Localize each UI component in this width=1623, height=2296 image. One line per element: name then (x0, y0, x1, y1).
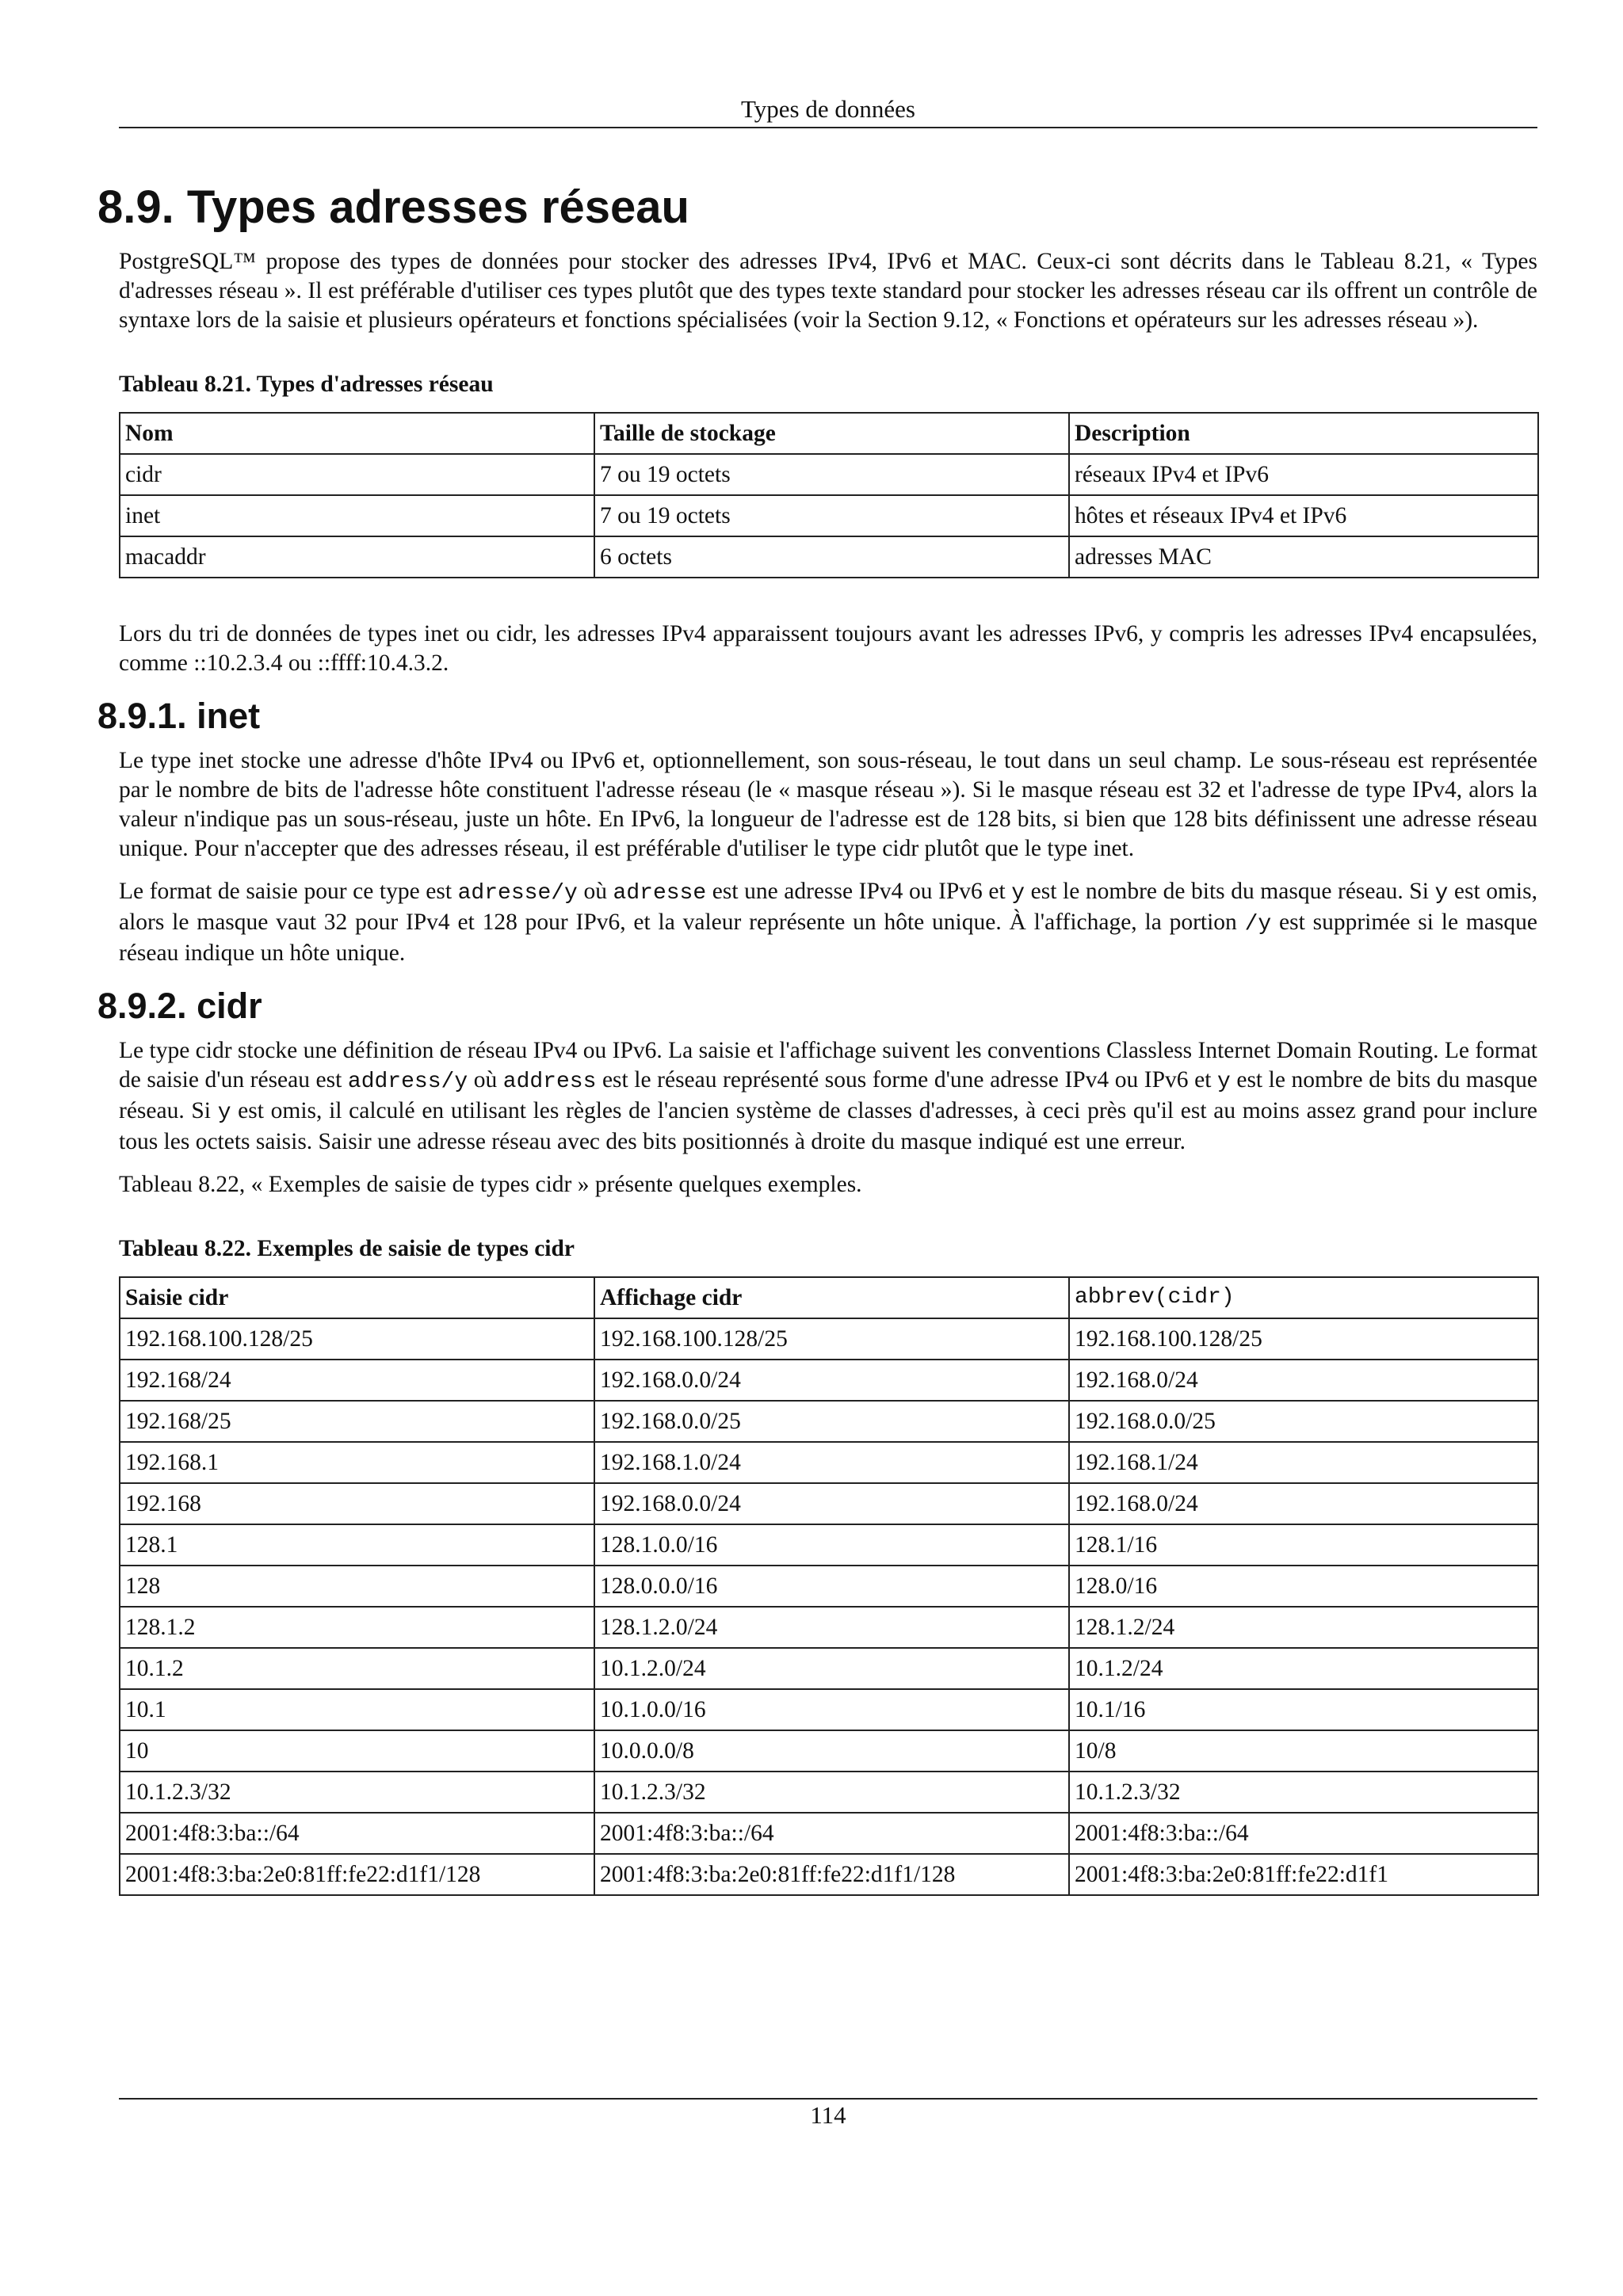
table-cell: 192.168.100.128/25 (1069, 1318, 1538, 1360)
table-cell: 128.1.2.0/24 (594, 1607, 1069, 1648)
code-run: adresse/y (457, 881, 578, 906)
table-cell: 2001:4f8:3:ba::/64 (594, 1813, 1069, 1854)
code-run: address/y (347, 1070, 468, 1094)
column-header: Taille de stockage (594, 413, 1069, 454)
table-row (120, 1648, 1538, 1689)
table-header-row (120, 413, 1538, 454)
cidr-paragraph-2: Tableau 8.22, « Exemples de saisie de types cidr » présente quelques exemples. (119, 1172, 862, 1197)
table-cell: 192.168/25 (120, 1401, 594, 1442)
table-cell: 10/8 (1069, 1730, 1538, 1772)
table-header-row (120, 1277, 1538, 1318)
table-row (120, 454, 1538, 495)
table-cell: 10 (120, 1730, 594, 1772)
table-row (120, 536, 1538, 578)
text-run: est une adresse IPv4 ou IPv6 et (706, 879, 1012, 904)
text-run: est le réseau représenté sous forme d'une adresse IPv4 ou IPv6 et (596, 1067, 1217, 1093)
code-run: adresse (613, 881, 707, 906)
intro-paragraph: PostgreSQL™ propose des types de données pour stocker des adresses IPv4, IPv6 et MAC. Ceux-ci sont décrits dans le Tableau 8.21, « Types d'adresses réseau ». Il est préférable d'utiliser ces types plutôt que des types texte standard pour stocker les adresses réseau car ils offrent un contrôle de syntaxe lors de la saisie et plusieurs opérateurs et fonctions spécialisées (voir la Section 9.12, « Fonctions et opérateurs sur les adresses réseau »). (119, 249, 1537, 333)
text-run: est omis, il calculé en utilisant les règles de l'ancien système de classes d'adresses, à ceci près qu'il est au moins assez grand pour inclure tous les octets saisis. Saisir une adresse réseau avec des bits positionnés à droite du masque indiqué est une erreur. (119, 1098, 1537, 1154)
text-run: est omis, alors le masque vaut 32 pour IPv4 et 128 pour IPv6, et la valeur représente un hôte unique. À l'affichage, la portion (119, 879, 1537, 935)
table-cell: 192.168.100.128/25 (594, 1318, 1069, 1360)
table-cell: 128 (120, 1566, 594, 1607)
column-header: Affichage cidr (594, 1277, 1069, 1318)
table1-caption: Tableau 8.21. Types d'adresses réseau (119, 372, 494, 397)
text-run: où (468, 1067, 503, 1093)
table-cell: 128.1.2 (120, 1607, 594, 1648)
table-cell: 10.1.0.0/16 (594, 1689, 1069, 1730)
table-cell: 192.168.0.0/25 (1069, 1401, 1538, 1442)
table-row (120, 1360, 1538, 1401)
text-run: est le nombre de bits du masque réseau. Si (119, 1067, 1537, 1123)
table-cell: 128.1.0.0/16 (594, 1524, 1069, 1566)
table-cell: 192.168.0.0/24 (594, 1483, 1069, 1524)
table-row (120, 1607, 1538, 1648)
table-cell: 192.168.100.128/25 (120, 1318, 594, 1360)
table-cell: 192.168.1/24 (1069, 1442, 1538, 1483)
table-cell: 10.1 (120, 1689, 594, 1730)
inet-paragraph-2 (119, 877, 1537, 968)
table-cell: 10.1/16 (1069, 1689, 1538, 1730)
table-cell: macaddr (120, 536, 594, 578)
text-run: Le format de saisie pour ce type est (119, 879, 458, 904)
table2-caption: Tableau 8.22. Exemples de saisie de types cidr (119, 1236, 575, 1261)
table-cell: adresses MAC (1069, 536, 1538, 578)
code-run: /y (1244, 912, 1272, 936)
table-cell: 128.1 (120, 1524, 594, 1566)
table-cell: 192.168 (120, 1483, 594, 1524)
table-cell: 10.1.2.0/24 (594, 1648, 1069, 1689)
table-cell: inet (120, 495, 594, 536)
table-row (120, 1772, 1538, 1813)
cidr-paragraph-1 (119, 1036, 1537, 1157)
network-types-table (119, 412, 1539, 578)
header-rule (119, 127, 1537, 128)
inet-paragraph-1: Le type inet stocke une adresse d'hôte IPv4 ou IPv6 et, optionnellement, son sous-réseau, le tout dans un seul champ. Le sous-réseau est représentée par le nombre de bits de l'adresse hôte constituent l'adresse réseau (le « masque réseau »). Si le masque réseau est 32 et l'adresse de type IPv4, alors la valeur n'indique pas un sous-réseau, juste un hôte. En IPv6, la longueur de l'adresse est de 128 bits, si bien que 128 bits définissent une adresse réseau unique. Pour n'accepter que des adresses réseau, il est préférable d'utiliser le type cidr plutôt que le type inet. (119, 748, 1537, 861)
table-cell: 7 ou 19 octets (594, 454, 1069, 495)
table-cell: 192.168.0.0/25 (594, 1401, 1069, 1442)
table-cell: 128.1.2/24 (1069, 1607, 1538, 1648)
section-title: 8.9. Types adresses réseau (97, 181, 689, 233)
page-content (97, 179, 1537, 1937)
text-run: où (577, 879, 613, 904)
code-run: y (1011, 881, 1025, 906)
table-cell: 2001:4f8:3:ba:2e0:81ff:fe22:d1f1/128 (120, 1854, 594, 1895)
column-header: Nom (120, 413, 594, 454)
table-cell: 128.1/16 (1069, 1524, 1538, 1566)
code-run: y (217, 1100, 231, 1125)
table-cell: 192.168.1.0/24 (594, 1442, 1069, 1483)
text-run: Le type cidr stocke une définition de réseau IPv4 ou IPv6. La saisie et l'affichage suivent les conventions Classless Internet Domain Routing. Le format de saisie d'un réseau est (119, 1038, 1537, 1093)
table-row (120, 1854, 1538, 1895)
table-cell: réseaux IPv4 et IPv6 (1069, 454, 1538, 495)
table-cell: 10.1.2.3/32 (120, 1772, 594, 1813)
text-run: est supprimée si le masque réseau indique un hôte unique. (119, 910, 1537, 966)
cidr-examples-body (120, 1318, 1538, 1895)
table-row (120, 1318, 1538, 1360)
running-header: Types de données (741, 95, 915, 123)
column-header: Saisie cidr (120, 1277, 594, 1318)
table-row (120, 1566, 1538, 1607)
table-cell: 6 octets (594, 536, 1069, 578)
table-cell: 10.1.2.3/32 (1069, 1772, 1538, 1813)
text-run: est le nombre de bits du masque réseau. Si (1025, 879, 1435, 904)
table-cell: 2001:4f8:3:ba:2e0:81ff:fe22:d1f1/128 (594, 1854, 1069, 1895)
table-cell: 10.0.0.0/8 (594, 1730, 1069, 1772)
column-header: abbrev(cidr) (1069, 1277, 1538, 1318)
column-header: Description (1069, 413, 1538, 454)
table-cell: 192.168.0.0/24 (594, 1360, 1069, 1401)
cidr-examples-table (119, 1276, 1539, 1896)
table-cell: 10.1.2 (120, 1648, 594, 1689)
table-cell: 2001:4f8:3:ba:2e0:81ff:fe22:d1f1 (1069, 1854, 1538, 1895)
cidr-subsection-title: 8.9.2. cidr (97, 986, 262, 1026)
table-cell: 192.168.1 (120, 1442, 594, 1483)
table-row (120, 1813, 1538, 1854)
table-row (120, 1401, 1538, 1442)
table-cell: 128.0.0.0/16 (594, 1566, 1069, 1607)
table-cell: 2001:4f8:3:ba::/64 (120, 1813, 594, 1854)
page-number: 114 (810, 2101, 846, 2129)
table-cell: 7 ou 19 octets (594, 495, 1069, 536)
table-row (120, 1442, 1538, 1483)
table-cell: 192.168.0/24 (1069, 1360, 1538, 1401)
table-row (120, 1689, 1538, 1730)
table-row (120, 495, 1538, 536)
code-run: address (502, 1070, 597, 1094)
table-cell: 128.0/16 (1069, 1566, 1538, 1607)
table-cell: hôtes et réseaux IPv4 et IPv6 (1069, 495, 1538, 536)
inet-subsection-title: 8.9.1. inet (97, 696, 261, 736)
table-cell: 10.1.2.3/32 (594, 1772, 1069, 1813)
table-row (120, 1524, 1538, 1566)
table-row (120, 1730, 1538, 1772)
table-cell: 2001:4f8:3:ba::/64 (1069, 1813, 1538, 1854)
table-cell: 10.1.2/24 (1069, 1648, 1538, 1689)
code-run: y (1434, 881, 1449, 906)
sort-note-paragraph: Lors du tri de données de types inet ou cidr, les adresses IPv4 apparaissent toujours avant les adresses IPv6, y compris les adresses IPv4 encapsulées, comme ::10.2.3.4 ou ::ffff:10.4.3.2. (119, 621, 1537, 676)
table-cell: cidr (120, 454, 594, 495)
table-row (120, 1483, 1538, 1524)
table-cell: 192.168/24 (120, 1360, 594, 1401)
code-run: y (1216, 1070, 1231, 1094)
table-cell: 192.168.0/24 (1069, 1483, 1538, 1524)
